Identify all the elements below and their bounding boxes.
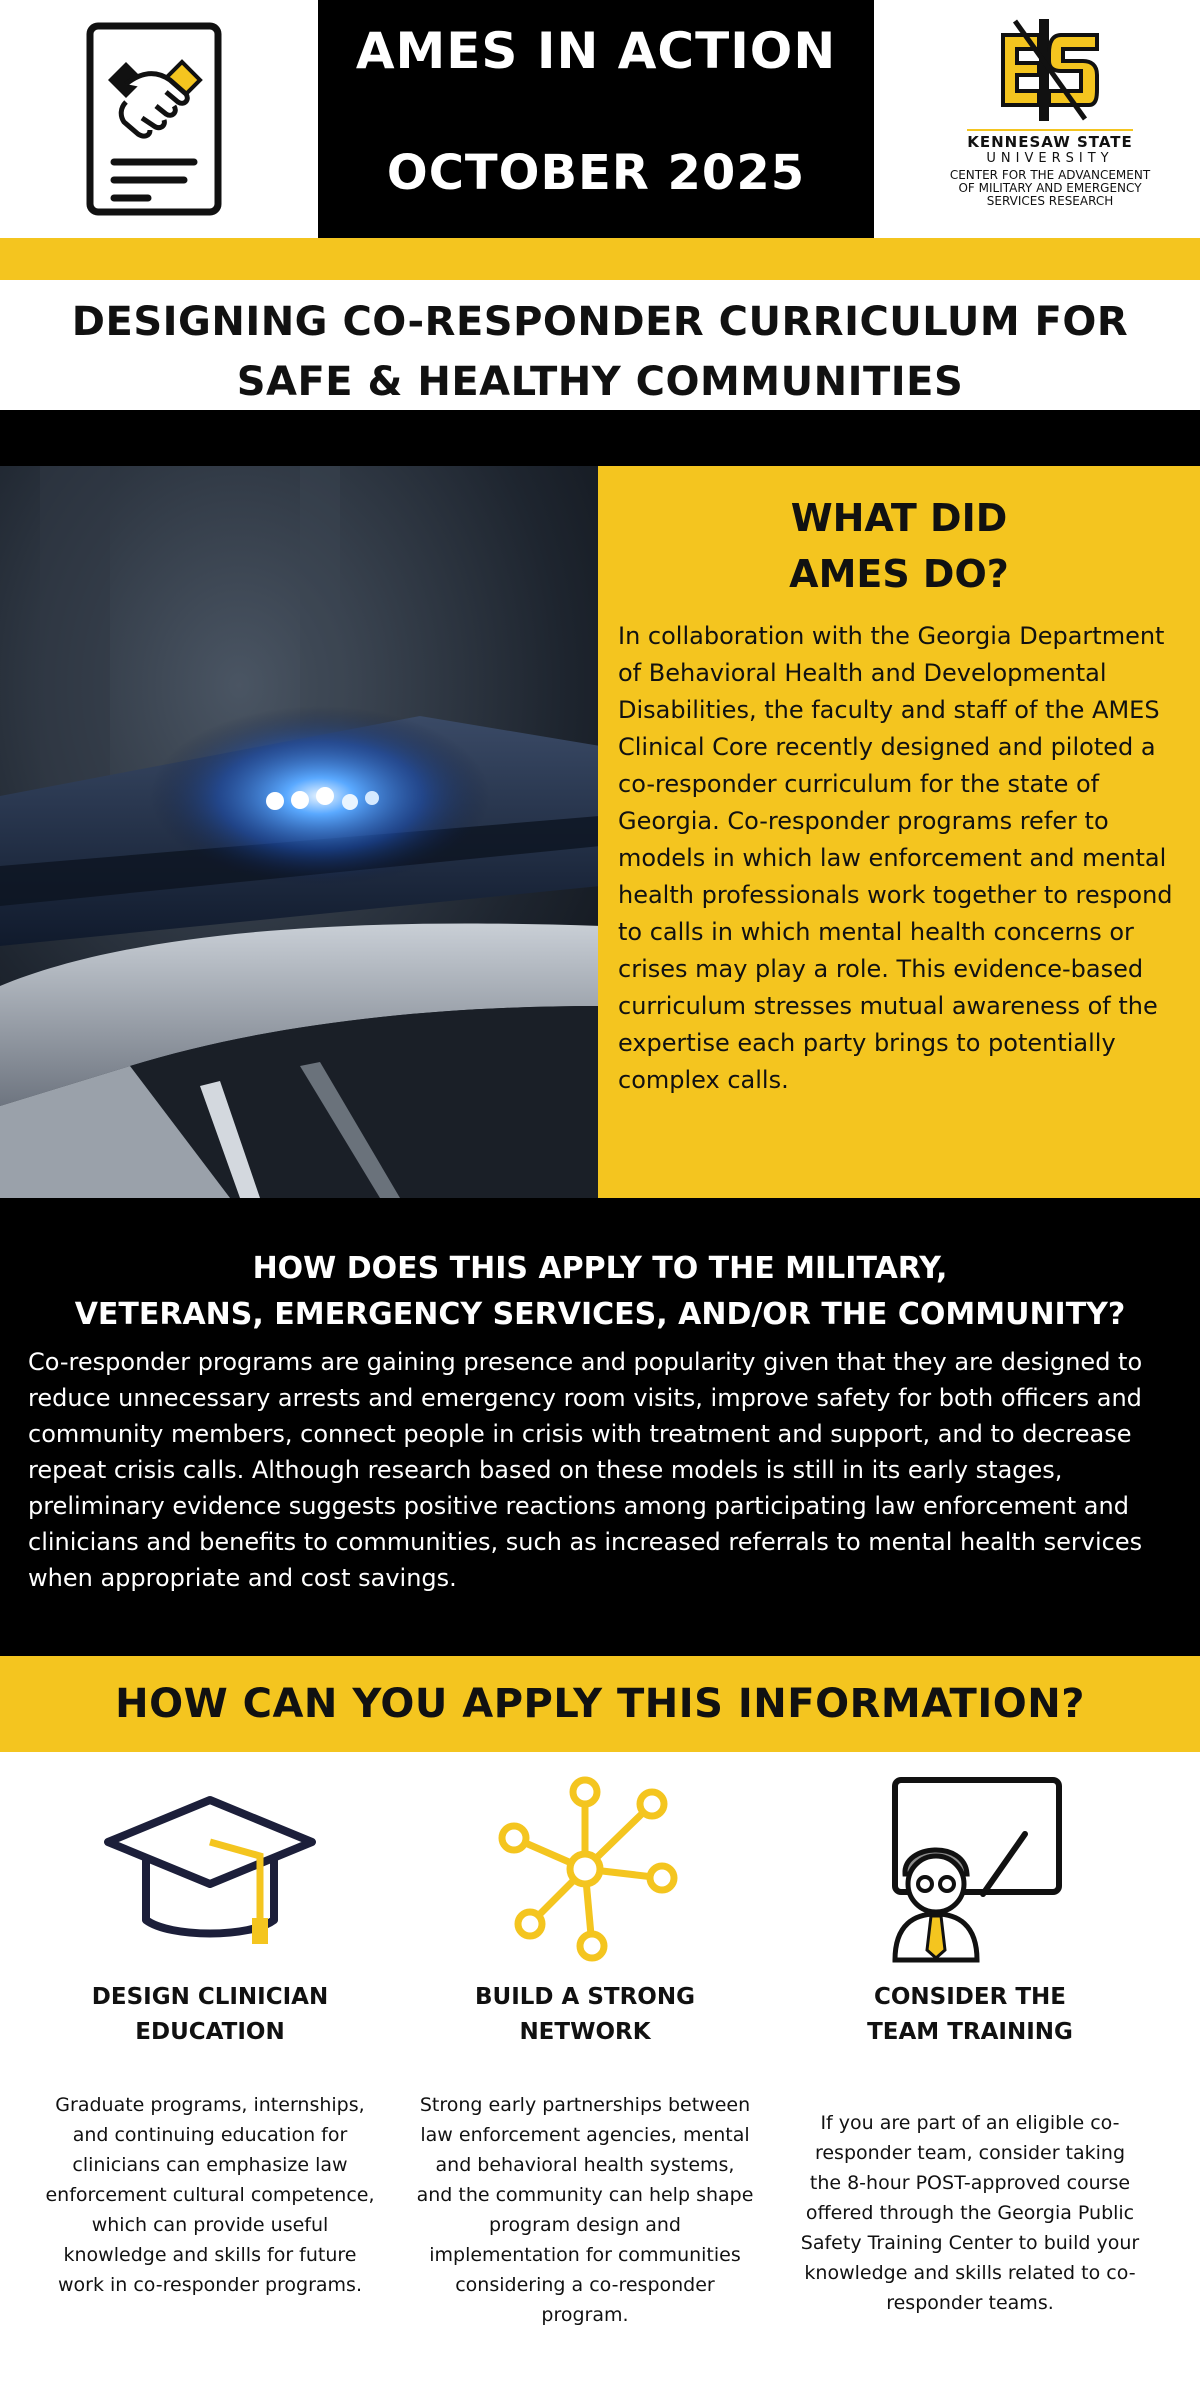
- graduation-cap-icon: [100, 1790, 320, 1954]
- network-nodes-icon: [490, 1774, 680, 1968]
- section-heading: HOW CAN YOU APPLY THIS INFORMATION?: [115, 1681, 1085, 1727]
- header: [0, 0, 1200, 238]
- tip-design-clinician-education: [30, 1752, 390, 2400]
- tip-text: Graduate programs, internships, and continuing education for clinicians can emphasize law enforcement cultural competence, which can provide useful knowledge and skills for future work in co-responder programs.: [45, 2094, 375, 2296]
- tip-title: BUILD A STRONG NETWORK: [475, 1984, 695, 2045]
- ksu-monogram-logo: [995, 15, 1105, 125]
- handshake-document-icon: [86, 22, 222, 216]
- police-light-photo: [0, 466, 598, 1198]
- section-body: Co-responder programs are gaining presence and popularity given that they are designed to reduce unnecessary arrests and emergency room visits, improve safety for both officers and community members, connect people in crisis with treatment and support, and to decrease repeat crisis calls. Although research based on these models is still in its early stages, preliminary evidence suggests positive reactions among participating law enforcement and clinicians and benefits to communities, such as increased referrals to mental health services when appropriate and cost savings.: [28, 1348, 1143, 1592]
- tip-build-strong-network: [405, 1752, 765, 2400]
- tip-text: If you are part of an eligible co-responder team, consider taking the 8-hour POST-approved course offered through the Georgia Public Safety Training Center to build your knowledge and skills related to co-responder teams.: [800, 2112, 1140, 2314]
- how-can-you-apply-heading-band: [0, 1656, 1200, 1752]
- tip-consider-team-training: [790, 1752, 1150, 2400]
- black-divider: [0, 410, 1200, 466]
- org-university: UNIVERSITY: [986, 151, 1114, 166]
- newsletter-title: AMES IN ACTION: [355, 22, 837, 80]
- org-name: KENNESAW STATE: [967, 129, 1133, 151]
- article-title: DESIGNING CO-RESPONDER CURRICULUM FOR SAFE & HEALTHY COMMUNITIES: [0, 280, 1200, 410]
- tip-title: CONSIDER THE TEAM TRAINING: [867, 1984, 1073, 2045]
- section-heading: HOW DOES THIS APPLY TO THE MILITARY, VETERANS, EMERGENCY SERVICES, AND/OR THE COMMUNITY?: [74, 1251, 1126, 1332]
- newsletter-title-block: [318, 0, 874, 238]
- newsletter-date: OCTOBER 2025: [386, 145, 806, 201]
- section-heading: WHAT DID AMES DO?: [789, 496, 1009, 596]
- section-body: In collaboration with the Georgia Department of Behavioral Health and Developmental Disabilities, the faculty and staff of the AMES Clinical Core recently designed and piloted a co-responder curriculum for the state of Georgia. Co-responder programs refer to models in which law enforcement and mental health professionals work together to respond to calls in which mental health concerns or crises may play a role. This evidence-based curriculum stresses mutual awareness of the expertise each party brings to potentially complex calls.: [618, 622, 1173, 1094]
- tip-text: Strong early partnerships between law enforcement agencies, mental and behavioral health systems, and the community can help shape program design and implementation for communities considering a co-responder program.: [416, 2094, 754, 2326]
- yellow-divider: [0, 238, 1200, 280]
- org-center-name: CENTER FOR THE ADVANCEMENT OF MILITARY AND EMERGENCY SERVICES RESEARCH: [949, 168, 1151, 208]
- tip-title: DESIGN CLINICIAN EDUCATION: [91, 1984, 329, 2045]
- how-does-this-apply-section: [0, 1198, 1200, 1656]
- what-did-ames-do-section: [598, 466, 1200, 1198]
- presenter-board-icon: [875, 1774, 1065, 1968]
- ksu-logo-block: [920, 15, 1180, 225]
